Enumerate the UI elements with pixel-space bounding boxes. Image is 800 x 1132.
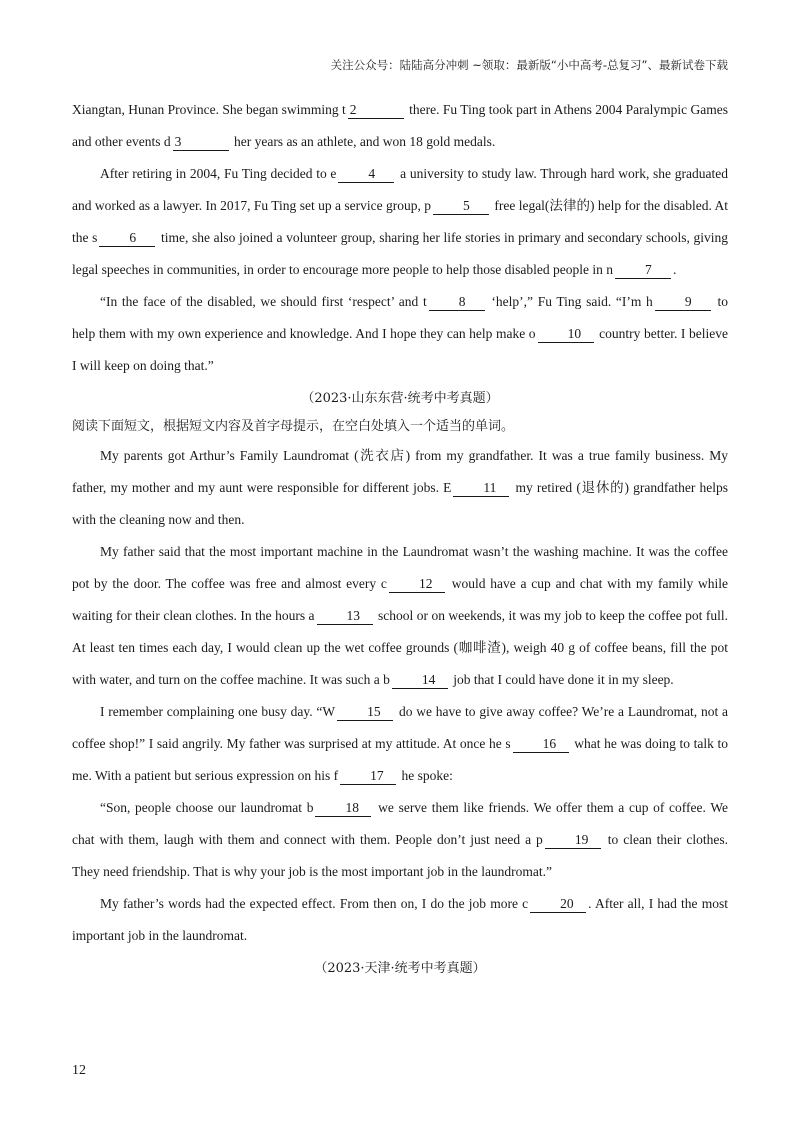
document-body bbox=[72, 94, 728, 984]
answer-blank-7[interactable]: 7 bbox=[615, 262, 671, 279]
passage-text: to clean their clothes. They need friendship. That is why your job is the most important job in the laundromat.” bbox=[72, 832, 728, 879]
passage-text: After retiring in 2004, Fu Ting decided to e bbox=[100, 166, 337, 181]
answer-blank-3[interactable]: 3 bbox=[173, 134, 229, 151]
passage1-paragraph-3 bbox=[72, 286, 728, 382]
passage2-paragraph-3 bbox=[72, 696, 728, 792]
source-citation-2: （2023·天津·统考中考真题） bbox=[314, 961, 486, 976]
answer-blank-20[interactable]: 20 bbox=[530, 896, 586, 913]
passage-text: we serve them like friends. We offer them a cup of coffee. We chat with them, laugh with them and connect with them. People don’t just need a p bbox=[72, 800, 728, 847]
passage-text: to help them with my own experience and knowledge. And I hope they can help make o bbox=[72, 294, 728, 341]
answer-blank-14[interactable]: 14 bbox=[392, 672, 448, 689]
passage-text: there. Fu Ting took part in Athens 2004 Paralympic Games and other events d bbox=[72, 102, 728, 149]
answer-blank-16[interactable]: 16 bbox=[513, 736, 569, 753]
answer-blank-6[interactable]: 6 bbox=[99, 230, 155, 247]
passage-text: would have a cup and chat with my family while waiting for their clean clothes. In the hours a bbox=[72, 576, 728, 623]
answer-blank-5[interactable]: 5 bbox=[433, 198, 489, 215]
answer-blank-9[interactable]: 9 bbox=[655, 294, 711, 311]
answer-blank-17[interactable]: 17 bbox=[340, 768, 396, 785]
passage2-paragraph-2 bbox=[72, 536, 728, 696]
passage-text: My parents got Arthur’s Family Laundromat (洗衣店) from my grandfather. It was a true family business. My father, my mother and my aunt were responsible for different jobs. E bbox=[72, 448, 728, 495]
passage-text: do we have to give away coffee? We’re a Laundromat, not a coffee shop!” I said angrily. My father was surprised at my attitude. At once he s bbox=[72, 704, 728, 751]
instruction-text: 阅读下面短文，根据短文内容及首字母提示，在空白处填入一个适当的单词。 bbox=[72, 419, 515, 434]
passage2-paragraph-4 bbox=[72, 792, 728, 888]
passage-text: free legal(法律的) help for the disabled. At the s bbox=[72, 198, 728, 245]
answer-blank-13[interactable]: 13 bbox=[317, 608, 373, 625]
passage-text: Xiangtan, Hunan Province. She began swimming t bbox=[72, 102, 346, 117]
passage-text: My father’s words had the expected effect. From then on, I do the job more c bbox=[100, 896, 529, 911]
passage-text: country better. I believe I will keep on doing that.” bbox=[72, 326, 728, 373]
passage2-paragraph-5 bbox=[72, 888, 728, 952]
answer-blank-19[interactable]: 19 bbox=[545, 832, 601, 849]
passage-text: her years as an athlete, and won 18 gold medals. bbox=[230, 134, 496, 149]
passage-text: he spoke: bbox=[398, 768, 453, 783]
answer-blank-2[interactable]: 2 bbox=[348, 102, 404, 119]
page-header: 关注公众号：陆陆高分冲刺 ~领取：最新版“小中高考-总复习”、最新试卷下载 bbox=[330, 58, 728, 72]
passage-text: My father said that the most important machine in the Laundromat wasn’t the washing machine. It was the coffee pot by the door. The coffee was free and almost every c bbox=[72, 544, 728, 591]
passage-text: what he was doing to talk to me. With a patient but serious expression on his f bbox=[72, 736, 728, 783]
passage-text: . After all, I had the most important job in the laundromat. bbox=[72, 896, 728, 943]
passage-text: “Son, people choose our laundromat b bbox=[100, 800, 314, 815]
answer-blank-8[interactable]: 8 bbox=[429, 294, 485, 311]
passage1-paragraph-1 bbox=[72, 94, 728, 158]
passage-text: job that I could have done it in my sleep. bbox=[449, 672, 674, 687]
answer-blank-12[interactable]: 12 bbox=[389, 576, 445, 593]
answer-blank-11[interactable]: 11 bbox=[453, 480, 509, 497]
answer-blank-15[interactable]: 15 bbox=[337, 704, 393, 721]
passage-text: school or on weekends, it was my job to keep the coffee pot full. At least ten times each day, I would clean up the wet coffee grounds (咖啡渣), weigh 40 g of coffee beans, fill the pot with water, and turn on the coffee machine. It was such a b bbox=[72, 608, 729, 687]
passage1-paragraph-2 bbox=[72, 158, 728, 286]
answer-blank-18[interactable]: 18 bbox=[315, 800, 371, 817]
passage-text: . bbox=[672, 262, 677, 277]
passage-text: I remember complaining one busy day. “W bbox=[100, 704, 336, 719]
passage2-paragraph-1 bbox=[72, 440, 728, 536]
passage-text: “In the face of the disabled, we should first ‘respect’ and t bbox=[100, 294, 427, 309]
passage-text: ‘help’,” Fu Ting said. “I’m h bbox=[486, 294, 653, 309]
passage-text: a university to study law. Through hard work, she graduated and worked as a lawyer. In 2017, Fu Ting set up a service group, p bbox=[72, 166, 728, 213]
answer-blank-4[interactable]: 4 bbox=[338, 166, 394, 183]
answer-blank-10[interactable]: 10 bbox=[538, 326, 594, 343]
page-number: 12 bbox=[72, 1063, 86, 1078]
source-citation-1: （2023·山东东营·统考中考真题） bbox=[301, 391, 499, 406]
passage-text: time, she also joined a volunteer group, sharing her life stories in primary and secondary schools, giving legal speeches in communities, in order to encourage more people to help those disabled people in n bbox=[72, 230, 728, 277]
passage-text: my retired (退休的) grandfather helps with the cleaning now and then. bbox=[72, 480, 728, 527]
